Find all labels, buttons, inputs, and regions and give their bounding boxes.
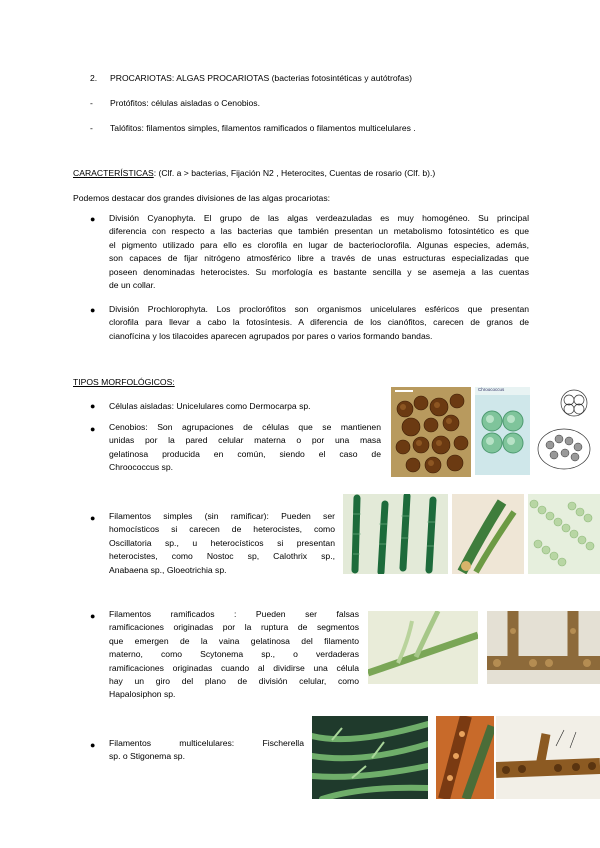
divisions-intro: Podemos destacar dos grandes divisiones de las algas procariotas: [73,193,331,203]
paragraph-line: División Cyanophyta. El grupo de las algas verdeazuladas es muy homogéneo. Su principal [109,213,529,223]
caracteristicas-line [73,167,435,179]
paragraph-line: Cenobios: Son agrupaciones de células que se mantienen [109,422,381,432]
paragraph-line: unidas por la pared celular materna o por una masa [109,435,381,446]
stigonema-micrograph-2 [496,716,600,799]
tipos-heading: TIPOS MORFOLÓGICOS: [73,377,175,387]
paragraph-line: Filamentos simples (sin ramificar): Pueden ser [109,511,335,521]
bullet-icon: ● [90,401,96,411]
list-dash: - [90,98,93,108]
hapalosiphon-micrograph [487,611,600,684]
bullet-icon: ● [90,611,96,621]
micrograph-svg [487,611,600,684]
oscillatoria-micrograph [343,494,448,574]
fischerella-micrograph [312,716,428,799]
bullet-icon: ● [90,740,96,750]
paragraph-line: heterocistes, como Nostoc sp, Calothrix sp., [109,551,335,562]
paragraph-line: Anabaena sp., Gloeotrichia sp. [109,564,227,575]
paragraph-line: Filamentos ramificados : Pueden ser falsas [109,609,359,619]
stigonema-micrograph-1 [436,716,494,799]
micrograph-svg [475,387,530,475]
chroococcus-drawing [532,387,592,477]
paragraph-line: que emergen de la vaina gelatinosa del filamento [109,635,359,646]
micrograph-svg [528,494,600,574]
paragraph-line: gelatinosa producida en común, siendo el caso de [109,448,381,459]
calothrix-micrograph [452,494,524,574]
bullet-icon: ● [90,305,96,315]
section-heading: PROCARIOTAS: ALGAS PROCARIOTAS (bacterias fotosintéticas y autótrofas) [110,73,412,83]
paragraph-line: poseen denominadas heterocistes. Su morfología es bastante sencilla y se asemeja a las cuentas [109,266,529,277]
caracteristicas-label: CARACTERÍSTICAS [73,168,154,178]
section-number: 2. [90,73,98,83]
micrograph-svg [368,611,478,684]
micrograph-svg [496,716,600,799]
paragraph-line: diferencia con respecto a las bacterias que también presentan un metabolismo fotosintético es que [109,226,529,237]
micrograph-svg [391,387,471,477]
paragraph-line: hay un giro del plano de división celular, como [109,676,359,687]
list-item-talofitos: Talófitos: filamentos simples, filamentos ramificados o filamentos multicelulares . [110,123,416,133]
dermocarpa-micrograph [391,387,471,477]
caracteristicas-text: : (Clf. a > bacterias, Fijación N2 , Heterocites, Cuentas de rosario (Clf. b).) [153,168,436,178]
paragraph-line: el pigmento utilizado para ello es clorofila en lugar de bacterioclorofila. Algunas especies, además, [109,239,529,250]
paragraph-line: sp. o Stigonema sp. [109,751,185,762]
micrograph-caption: Chroococcus [478,387,505,392]
micrograph-svg [436,716,494,799]
scytonema-micrograph [368,611,478,684]
paragraph-line: División Prochlorophyta. Los proclorófitos son organismos unicelulares esféricos que presentan [109,304,529,314]
paragraph-line: ramificaciones originadas cuando al dividirse una célula [109,662,359,673]
bullet-icon: ● [90,513,96,523]
division-cyanophyta-paragraph [109,212,529,292]
bullet-icon: ● [90,214,96,224]
paragraph-line: Filamentos multicelulares: Fischerella [109,738,304,748]
paragraph-line: de un collar. [109,280,156,291]
paragraph-line: Oscillatoria sp., u heterocísticos si presentan [109,537,335,548]
chroococcus-micrograph [475,387,530,475]
list-item-protofitos: Protófitos: células aisladas o Cenobios. [110,98,260,108]
paragraph-line: ramificaciones originadas por la ruptura de segmentos [109,622,359,633]
paragraph-line: homocísticos si carecen de heterocistes, como [109,524,335,535]
anabaena-micrograph [528,494,600,574]
paragraph-line: Chroococcus sp. [109,462,174,473]
micrograph-svg [452,494,524,574]
tipo-celulas-aisladas: Células aisladas: Unicelulares como Dermocarpa sp. [109,401,311,411]
paragraph-line: materno, como Scytonema sp., o verdaderas [109,649,359,660]
tipo-filamentos-ramificados [109,608,359,702]
micrograph-svg [312,716,428,799]
micrograph-svg [343,494,448,574]
micrograph-svg [532,387,592,477]
paragraph-line: Hapalosiphon sp. [109,689,176,700]
tipo-cenobios [109,421,381,475]
paragraph-line: son capaces de fijar nitrógeno atmosférico libre a través de unas estructuras especializadas que [109,253,529,264]
division-prochlorophyta-paragraph [109,303,529,343]
paragraph-line: clorofila para llevar a cabo la fotosíntesis. A diferencia de los cianófitos, carecen de granos de [109,317,529,328]
bullet-icon: ● [90,424,96,434]
paragraph-line: cianofícina y los tilacoides aparecen agrupados por pares o varios formando bandas. [109,330,433,341]
tipo-filamentos-multicelulares [109,737,304,764]
tipo-filamentos-simples [109,510,335,577]
list-dash: - [90,123,93,133]
